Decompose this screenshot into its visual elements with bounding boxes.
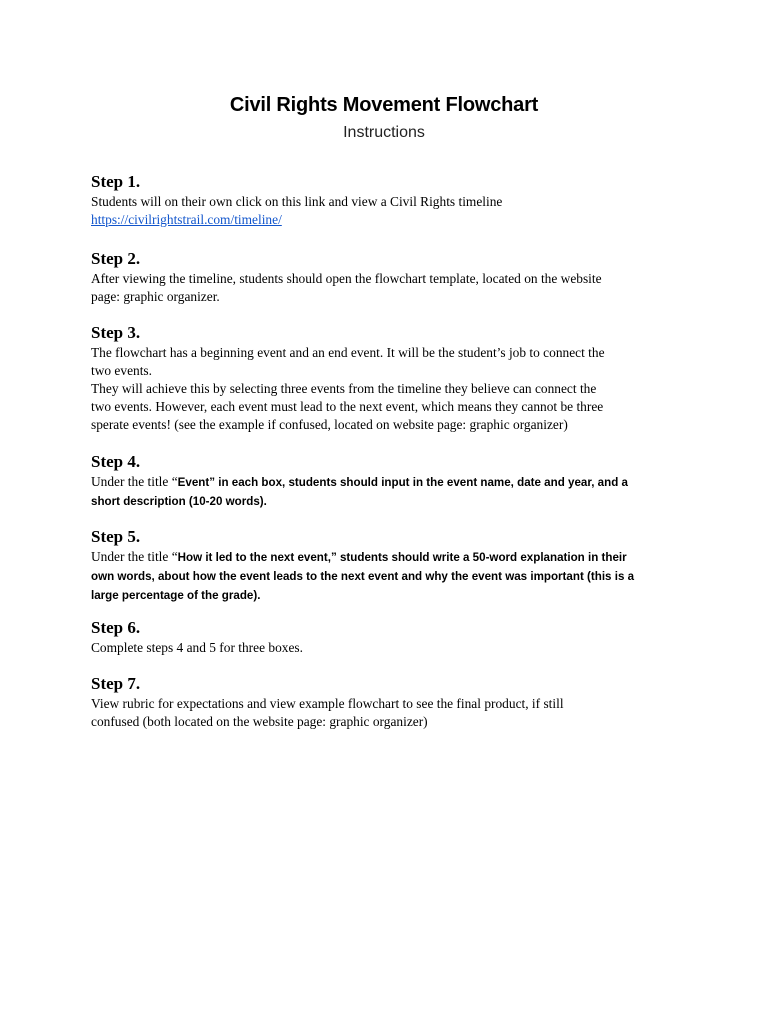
step-3-para-1-line-2: two events. — [91, 363, 152, 378]
step-7-heading: Step 7. — [91, 674, 141, 693]
step-5-text-line-2: own words, about how the event leads to the next event and why the event was important (this is a — [91, 570, 635, 583]
step-3-heading: Step 3. — [91, 323, 141, 342]
step-5-heading: Step 5. — [91, 527, 141, 546]
step-4-bold-text: Event” in each box, students should input in the event name, date and year, and a — [177, 476, 628, 489]
step-3-para-2-line-3: sperate events! (see the example if confused, located on website page: graphic organizer) — [91, 417, 568, 432]
step-5-text-line-3: large percentage of the grade). — [91, 589, 261, 602]
step-5-text-line-1 — [91, 548, 681, 567]
step-7 — [91, 674, 681, 731]
step-1-heading: Step 1. — [91, 172, 141, 191]
step-5-bold-text: How it led to the next event,” students should write a 50-word explanation in their — [177, 551, 627, 564]
step-3 — [91, 323, 681, 434]
step-6 — [91, 618, 681, 657]
step-5 — [91, 527, 681, 605]
step-2-text-line-2: page: graphic organizer. — [91, 289, 220, 304]
step-1-text: Students will on their own click on this link and view a Civil Rights timeline — [91, 194, 503, 209]
step-6-heading: Step 6. — [91, 618, 141, 637]
step-7-text-line-2: confused (both located on the website page: graphic organizer) — [91, 714, 428, 729]
step-3-para-2-line-1: They will achieve this by selecting three events from the timeline they believe can connect the — [91, 381, 597, 396]
step-4-text-line-2: short description (10-20 words). — [91, 495, 267, 508]
step-4-prefix: Under the title “ — [91, 474, 178, 489]
step-4-heading: Step 4. — [91, 452, 141, 471]
document-title: Civil Rights Movement Flowchart — [229, 94, 539, 116]
timeline-link[interactable]: https://civilrightstrail.com/timeline/ — [91, 212, 282, 227]
step-6-text: Complete steps 4 and 5 for three boxes. — [91, 640, 303, 655]
step-5-prefix: Under the title “ — [91, 549, 178, 564]
step-3-para-2-line-2: two events. However, each event must lead to the next event, which means they cannot be three — [91, 399, 604, 414]
step-2-text-line-1: After viewing the timeline, students should open the flowchart template, located on the website — [91, 271, 602, 286]
document-subtitle: Instructions — [343, 124, 425, 141]
step-3-para-1-line-1: The flowchart has a beginning event and an end event. It will be the student’s job to connect the — [91, 345, 605, 360]
step-4-text-line-1 — [91, 473, 681, 492]
step-1 — [91, 172, 681, 229]
step-2-heading: Step 2. — [91, 249, 141, 268]
step-7-text-line-1: View rubric for expectations and view example flowchart to see the final product, if still — [91, 696, 564, 711]
step-2 — [91, 249, 681, 306]
step-4 — [91, 452, 681, 511]
